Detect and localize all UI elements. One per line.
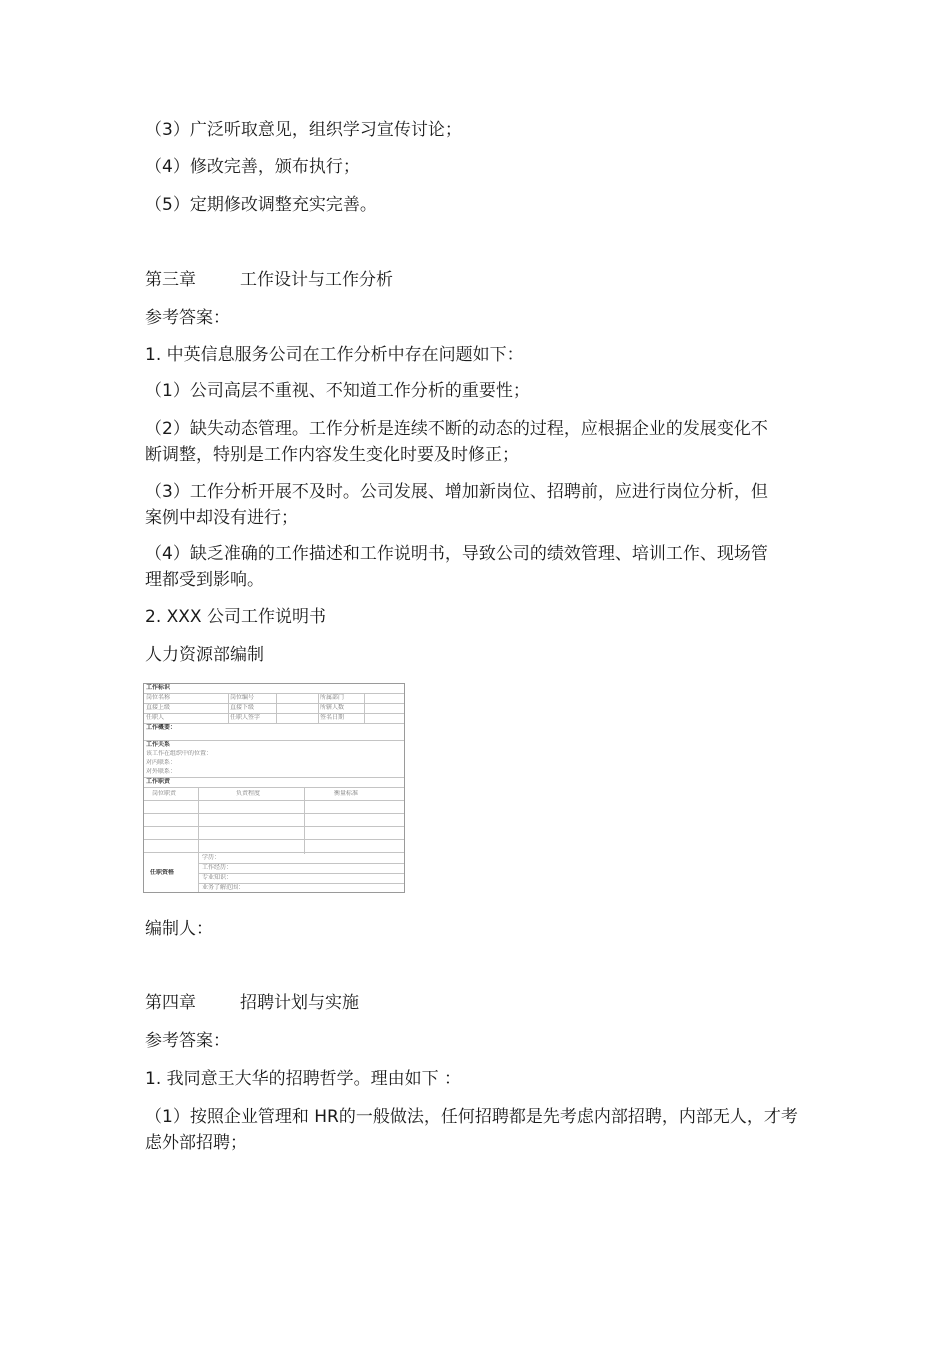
chapter-4-question-1: 1. 我同意王大华的招聘哲学。理由如下 ： (145, 1069, 462, 1089)
chapter-3-item-1: （1）公司高层不重视、不知道工作分析的重要性； (145, 381, 530, 401)
chapter-4-heading (145, 990, 805, 1016)
form-id-row-1: 岗位名称 岗位编号 所属部门 (144, 694, 404, 704)
chapter-3-number: 第三章 (145, 270, 196, 290)
form-qual-line-3: 专业知识： (202, 874, 233, 881)
list-item-5: （5）定期修改调整充实完善。 (145, 195, 377, 215)
form-id-row-2: 直接上级 直接下级 所辖人数 (144, 704, 404, 714)
chapter-3-answer-label: 参考答案： (145, 308, 230, 328)
form-section-summary: 工作概要： (144, 724, 404, 741)
chapter-3-item-4: （4）缺乏准确的工作描述和工作说明书，导致公司的绩效管理、培训工作、现场管理都受到影响。 (145, 544, 768, 590)
chapter-3-title: 工作设计与工作分析 (240, 270, 393, 290)
list-item-4: （4）修改完善，颁布执行； (145, 157, 360, 177)
compiler-label: 编制人： (145, 919, 213, 939)
form-qual-line-4: 业务了解范围： (202, 884, 245, 891)
form-qual-line-2: 工作经历： (202, 864, 233, 871)
form-qualification-label: 任职资格 (150, 869, 175, 876)
form-section-job-id: 工作标识 (144, 684, 404, 694)
chapter-3-item-2: （2）缺失动态管理。工作分析是连续不断的动态的过程，应根据企业的发展变化不断调整，特别是工作内容发生变化时要及时修正； (145, 419, 768, 465)
form-section-relation: 工作关系 (146, 741, 171, 748)
chapter-3-question-2: 2. XXX 公司工作说明书 (145, 607, 326, 627)
chapter-4-answer-label: 参考答案： (145, 1031, 230, 1051)
chapter-3-item-3: （3）工作分析开展不及时。公司发展、增加新岗位、招聘前，应进行岗位分析，但案例中却没有进行； (145, 482, 768, 528)
chapter-4-title: 招聘计划与实施 (240, 993, 359, 1013)
list-item-3: （3）广泛听取意见，组织学习宣传讨论； (145, 120, 462, 140)
chapter-4-number: 第四章 (145, 993, 196, 1013)
chapter-4-item-1: （1）按照企业管理和 HR的一般做法，任何招聘都是先考虑内部招聘，内部无人，才考虑外部招聘； (145, 1107, 798, 1153)
chapter-3-heading (145, 267, 805, 293)
form-relation-line-1: 该工作在组织中的位置： (146, 750, 213, 757)
form-qual-line-1: 学历： (202, 854, 221, 861)
job-description-form (143, 683, 405, 893)
form-duty-header-row: 岗位职责 负责程度 衡量标准 (144, 788, 404, 801)
form-section-duties: 工作职责 (144, 778, 404, 788)
form-relation-line-2: 对内联系： (146, 759, 177, 766)
form-relation-line-3: 对外联系： (144, 768, 404, 778)
dept-compiled: 人力资源部编制 (145, 645, 264, 665)
chapter-3-question-1: 1. 中英信息服务公司在工作分析中存在问题如下： (145, 345, 524, 365)
form-id-row-3: 任职人 任职人签字 签名日期 (144, 714, 404, 724)
